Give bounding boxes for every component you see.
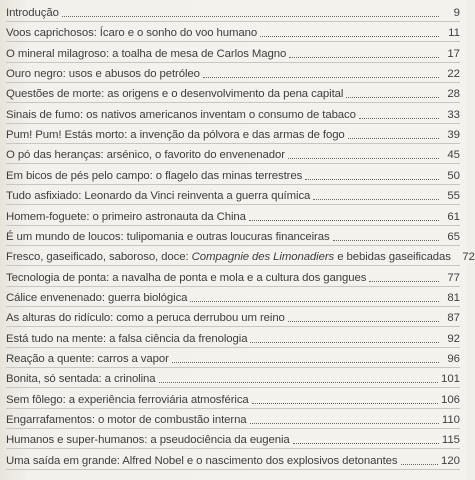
toc-entry-title: Humanos e super-humanos: a pseudociência da eugenia [6,434,290,447]
toc-entry [6,164,460,185]
toc-entry-page: 77 [447,271,460,284]
dot-leader [359,118,439,119]
toc-entry-page: 11 [448,27,460,40]
dot-leader [305,179,439,180]
toc-entry [6,306,460,327]
toc-entry [6,286,460,307]
dot-leader [260,36,439,37]
toc-entry-page: 110 [441,414,460,426]
dot-leader [252,403,438,404]
toc-entry-title: Homem-foguete: o primeiro astronauta da China [6,210,246,223]
toc-entry [6,82,460,103]
toc-entry [6,143,460,164]
toc-entry-title: Uma saída em grande: Alfred Nobel e o nascimento dos explosivos detonantes [6,454,398,467]
toc-entry-title-start: Fresco, gaseificado, saboroso, doce: [6,251,192,264]
toc-entry-page: 81 [447,291,460,304]
toc-entry [6,245,475,266]
dot-leader [159,382,438,383]
toc-entry [6,62,460,83]
toc-entry [6,408,460,429]
toc-entry-page: 55 [447,190,460,203]
toc-entry-title: Em bicos de pés pelo campo: o flagelo das minas terrestres [6,169,303,182]
toc-entry-page: 39 [447,129,460,142]
toc-entry-page: 50 [447,169,460,182]
toc-entry-page: 96 [447,352,460,365]
toc-entry-title: Bonita, só sentada: a crinolina [6,373,156,386]
toc-entry-title: Voos caprichosos: Ícaro e o sonho do voo humano [6,27,258,40]
toc-entry [6,347,460,368]
dot-leader [293,443,439,444]
toc-entry-title: Tudo asfixiado: Leonardo da Vinci reinventa a guerra química [6,190,311,203]
toc-entry [6,123,460,144]
toc-entry-title: É um mundo de loucos: tulipomania e outras loucuras financeiras [6,230,330,243]
toc-entry [6,367,460,388]
toc-entry-title: O pó das heranças: arsénico, o favorito do envenenador [6,149,285,162]
toc-entry [6,103,460,124]
dot-leader [346,97,439,98]
toc-entry-page: 61 [447,210,460,223]
dot-leader [203,77,439,78]
dot-leader [289,57,439,58]
toc-entry [6,327,460,348]
toc-entry [6,388,460,409]
toc-entry-title-italic: Compagnie des Limonadiers [191,251,335,264]
toc-entry-page: 87 [447,312,460,325]
dot-leader [250,342,439,343]
dot-leader [348,138,439,139]
dot-leader [313,199,439,200]
toc-entry-page: 45 [447,149,460,162]
toc-entry-page: 120 [440,454,460,467]
toc-entry [6,184,460,205]
toc-entry-title: Está tudo na mente: a falsa ciência da frenologia [6,332,248,345]
toc-entry [6,21,460,42]
toc-entry-title: Tecnologia de ponta: a navalha de ponta e mola e a cultura dos gangues [6,271,367,284]
toc-entry-page: 65 [447,230,460,243]
toc-entry [6,205,460,226]
toc-entry-page: 115 [441,434,460,447]
toc-entry-page: 92 [447,332,460,345]
toc-entry-title: Sem fôlego: a experiência ferroviária atmosférica [6,393,249,406]
toc-entry-title-end: e bebidas gaseificadas [334,251,451,264]
toc-entry-page: 101 [440,373,460,386]
toc-entry-title: Cálice envenenado: guerra biológica [6,291,188,304]
dot-leader [369,281,439,282]
toc-entry-page: 17 [447,47,460,60]
toc-entry [6,266,460,287]
dot-leader [288,321,439,322]
dot-leader [333,240,439,241]
toc-entry [6,1,460,22]
dot-leader [401,464,438,465]
toc-entry-title: Ouro negro: usos e abusos do petróleo [6,68,200,81]
toc-entry-page: 28 [447,88,460,101]
toc-entry-page: 33 [447,108,460,121]
toc-entry-title: Sinais de fumo: os nativos americanos inventam o consumo de tabaco [6,108,356,121]
toc-entry [6,225,460,246]
toc-entry-title: Engarrafamentos: o motor de combustão interna [6,414,247,426]
dot-leader [250,423,439,424]
toc-entry [6,42,460,63]
toc-entry-page: 72 [462,251,475,264]
toc-entry-title: Introdução [6,7,59,19]
toc-entry-page: 22 [447,68,460,81]
toc-entry-title: Pum! Pum! Estás morto: a invenção da pólvora e das armas de fogo [6,129,345,142]
dot-leader [288,158,439,159]
toc-entry-title: Questões de morte: as origens e o desenvolvimento da pena capital [6,88,344,101]
dot-leader [190,301,439,302]
dot-leader [172,362,439,363]
dot-leader [249,220,439,221]
toc-entry-title: As alturas do ridículo: como a peruca derrubou um reino [6,312,285,325]
toc-entry [6,428,460,449]
toc-entry-title: Reação a quente: carros a vapor [6,352,169,365]
toc-entry-title [6,251,451,263]
toc-entry-page: 9 [453,7,460,19]
toc-entry-page: 106 [440,393,460,406]
toc-entry [6,449,460,470]
dot-leader [62,16,439,17]
toc-entry-title: O mineral milagroso: a toalha de mesa de Carlos Magno [6,47,287,60]
